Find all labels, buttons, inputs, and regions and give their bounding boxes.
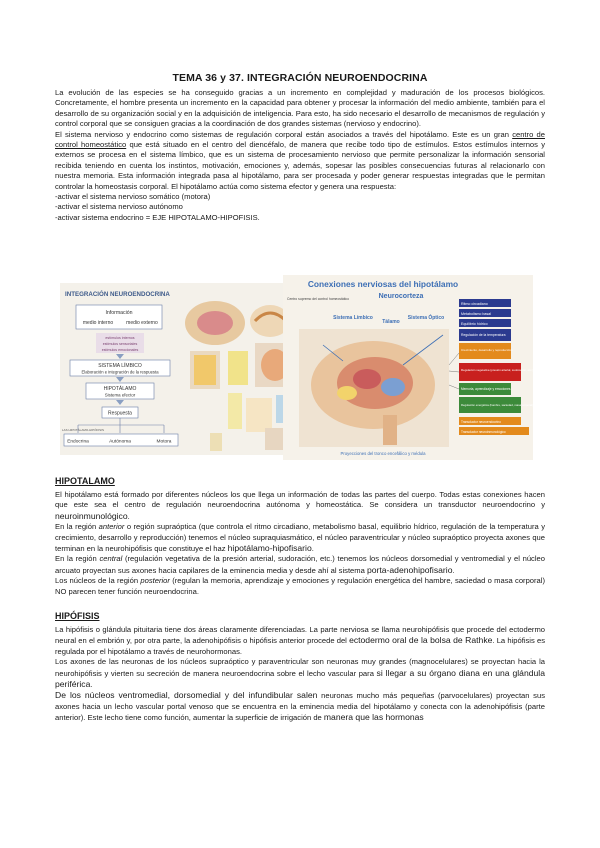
- sistema-limbico-label: Sistema Límbico: [333, 315, 373, 321]
- hipofisis-section: [55, 625, 545, 724]
- text-run: neuronas mucho más pequeñas (parvocelulares) proyectan sus axones hacia un lecho vascular portal venoso que se encuentra en la eminencia media del hipotálamo y conecta con la adenohipófisis (parte anterior). Este lecho tiene como función, aumentar la superficie de irrigación de: [55, 691, 545, 723]
- hipofisis-paragraph-3: [55, 690, 545, 723]
- hipofisis-paragraph-2: [55, 657, 545, 690]
- hipotalamo-paragraph-1: [55, 490, 545, 522]
- hipotalamo-section: [55, 490, 545, 597]
- output-autonoma: Autónoma: [109, 439, 131, 445]
- text-run: ectodermo oral de la bolsa de Rathke: [349, 635, 493, 646]
- stimulus-label: estímulos emocionales: [101, 348, 139, 352]
- centro-label: Centro supremo del control homeostático: [287, 297, 350, 301]
- text-run: El hipotálamo está formado por diferentes núcleos los que llega un información de todas las partes del cuerpo. Todas estas conexiones hacen que este sea el centro de regulación neuroendocrina autónoma y homeostática. Se considera un transductor neuroendocrino y: [55, 490, 545, 510]
- text-run: manera que las hormonas: [323, 712, 424, 723]
- sistema-optico-label: Sistema Óptico: [407, 315, 445, 321]
- output-motora: Motora: [156, 439, 172, 445]
- function-item: Regulación vegetativa (presión arterial, sudoración, etc.): [461, 368, 533, 372]
- text-run: .: [452, 565, 455, 575]
- neocorteza-label: Neurocorteza: [378, 293, 424, 300]
- text-run: Los núcleos de la región: [55, 576, 141, 586]
- centro-control-link: centro de control homeostático: [55, 129, 545, 150]
- fig-left-title: INTEGRACIÓN NEUROENDOCRINA: [65, 291, 170, 298]
- function-item: Transductor neuroendocrino: [461, 420, 501, 424]
- integracion-diagram: [60, 283, 303, 455]
- function-item: Transductor neuroinmunológico: [461, 430, 506, 434]
- medio-interno-label: medio interno: [82, 320, 114, 326]
- respuesta-label: Respuesta: [108, 410, 132, 417]
- list-item: -activar el sistema nervioso somático (motora): [55, 192, 211, 202]
- text-run: La hipófisis o glándula pituitaria tiene dos áreas claramente diferenciadas. La parte nerviosa se llama neurohipófisis que procede del ectodermo neural en el embrión y, por otra parte, la adenohipófisis o hipófisis anterior procede del: [55, 625, 545, 646]
- text-run: o región supraóptica (que controla el ritmo circadiano, metabolismo basal, equilibrio hídrico, regulación de la temperatura y crecimiento, desarrollo y reproducción) tenemos el núcleo supraquiasmático, el núcleo paraventricular y núcleo supraóptico proyecta axones que terminan en la neurohipófisis que constituye el haz: [55, 522, 545, 554]
- function-item: Regulación de la temperatura: [461, 333, 506, 337]
- fig-right-title: Conexiones nerviosas del hipotálamo: [307, 279, 459, 289]
- intro-section: [55, 88, 545, 223]
- limbico-sub-label: Elaboración e integración de la respuesta: [81, 369, 159, 375]
- intro-paragraph-2: [55, 130, 545, 192]
- stimulus-label: estímulos sensoriales: [102, 342, 138, 346]
- text-run: En la región: [55, 522, 99, 532]
- list-item: -activar el sistema nervioso autónomo: [55, 202, 183, 212]
- text-run: .: [90, 680, 93, 690]
- text-run: porta-adenohipofisario: [366, 564, 453, 575]
- text-run: De los núcleos ventromedial, dorsomedial y del infundibular salen: [55, 690, 318, 701]
- text-run: . La hipófisis es regulada por el hipotálamo a través de neurohormonas.: [55, 636, 545, 656]
- text-run: Los axones de las neuronas de los núcleos supraóptico y paraventricular son neuronas muy grandes (magnocelulares) se proyectan hacia la neurohipófisis y vierten su secreción de manera neuroendocrina sobre el lecho vascular para: [55, 657, 545, 678]
- section-heading-hipofisis: HIPÓFISIS: [55, 611, 100, 621]
- page-title: TEMA 36 y 37. INTEGRACIÓN NEUROENDOCRINA: [172, 72, 428, 84]
- text-run: hipotálamo-hipofisario: [227, 543, 312, 554]
- hipotalamo-sub-label: Sistema efector: [104, 392, 136, 398]
- text-run: anterior: [98, 522, 125, 532]
- side-label: LAS HIPOTÁLAMO-HIPÓFISIS: [62, 428, 105, 432]
- text-run: si llegar a su órgano diana en una glándula periférica: [55, 667, 545, 690]
- function-item: Memoria, aprendizaje y emociones: [461, 387, 511, 391]
- proyecciones-label: Proyecciones del tronco encefálico y médula: [340, 451, 426, 456]
- figure-conexiones-hipotalamo: [283, 275, 533, 460]
- hipotalamo-label: HIPOTÁLAMO: [103, 386, 137, 392]
- hipotalamo-paragraph-2: [55, 522, 545, 554]
- figure-integracion-neuroendocrina: [60, 283, 303, 455]
- intro-p2-end: que está situado en el centro del diencéfalo, de manera que recibe todo tipo de estímulos. Estos estímulos internos y externos se procesa en el sistema límbico, que es un sistema de procesamiento nervioso que permite personalizar la información sensorial recibida teniendo en cuenta los instintos, motivación, emociones y, además, sopesar las posibles consecuencias futuras al relacionarlo con nuestra memoria. Esta información integrada pasa al hipotálamo, para ser procesada y poder generar respuestas integradas que le permitan controlar la homeostasis corporal. El hipotálamo actúa como sistema efector y genera una respuesta:: [55, 140, 545, 191]
- hipotalamo-paragraph-4: [55, 576, 545, 597]
- function-item: Metabolismo basal: [461, 312, 491, 316]
- intro-paragraph-1: La evolución de las especies se ha conseguido gracias a un incremento en complejidad y maduración de los procesos biológicos. Concretamente, el hombre presenta un incremento en la capacidad para obtener y procesar la información del medio ambiente, también para el desarrollo de su organización social y en la adquisición de inteligencia. Para esto, ha sido necesario el desarrollo de mecanismos de regulación y control corporal que se consiguen gracias a la coordinación de dos grandes sistemas (nervioso y endocrino).: [55, 88, 545, 129]
- function-item: Regulación energética (hambre, saciedad, masa corporal): [461, 403, 533, 407]
- text-run: En la región: [55, 554, 100, 564]
- text-run: neuroinmunológico: [55, 510, 128, 521]
- function-item: Equilibrio hídrico: [461, 322, 488, 326]
- intro-p2-start: El sistema nervioso y endocrino como sistemas de regulación corporal están asociados a través del hipotálamo. Este es un gran: [55, 129, 513, 139]
- function-item: Crecimiento, desarrollo y reproducción: [461, 348, 513, 352]
- text-run: central: [99, 554, 123, 564]
- hipotalamo-paragraph-3: [55, 554, 545, 576]
- text-run: (regulación vegetativa de la presión arterial, sudoración, etc.) tenemos los núcleos dorsomedial y ventromedial y el núcleo arcuato proyectan sus axones hacia capilares de la eminencia media y desde ahí al sistema: [55, 554, 545, 575]
- talamo-label: Tálamo: [382, 319, 400, 325]
- medio-externo-label: medio externo: [126, 320, 158, 326]
- list-item: -activar sistema endocrino = EJE HIPOTALAMO-HIPOFISIS.: [55, 212, 260, 222]
- info-label: Información: [105, 310, 133, 316]
- text-run: posterior: [140, 576, 170, 586]
- hipofisis-paragraph-1: [55, 625, 545, 657]
- text-run: (regulan la memoria, aprendizaje y emociones y regulación energética del hambre, saciedad o masa corporal) NO parecen tener función neuroendocrina.: [55, 576, 546, 596]
- text-run: .: [127, 511, 130, 521]
- conexiones-diagram: [283, 275, 533, 460]
- limbico-label: SISTEMA LÍMBICO: [98, 363, 142, 369]
- function-item: Ritmo circadiano: [461, 302, 488, 306]
- brain-section-illustration: [299, 329, 449, 447]
- section-heading-hipotalamo: HIPOTALAMO: [55, 476, 115, 486]
- output-endocrina: Endocrina: [67, 439, 89, 445]
- text-run: .: [311, 544, 314, 554]
- stimulus-label: estímulos internos: [105, 336, 135, 340]
